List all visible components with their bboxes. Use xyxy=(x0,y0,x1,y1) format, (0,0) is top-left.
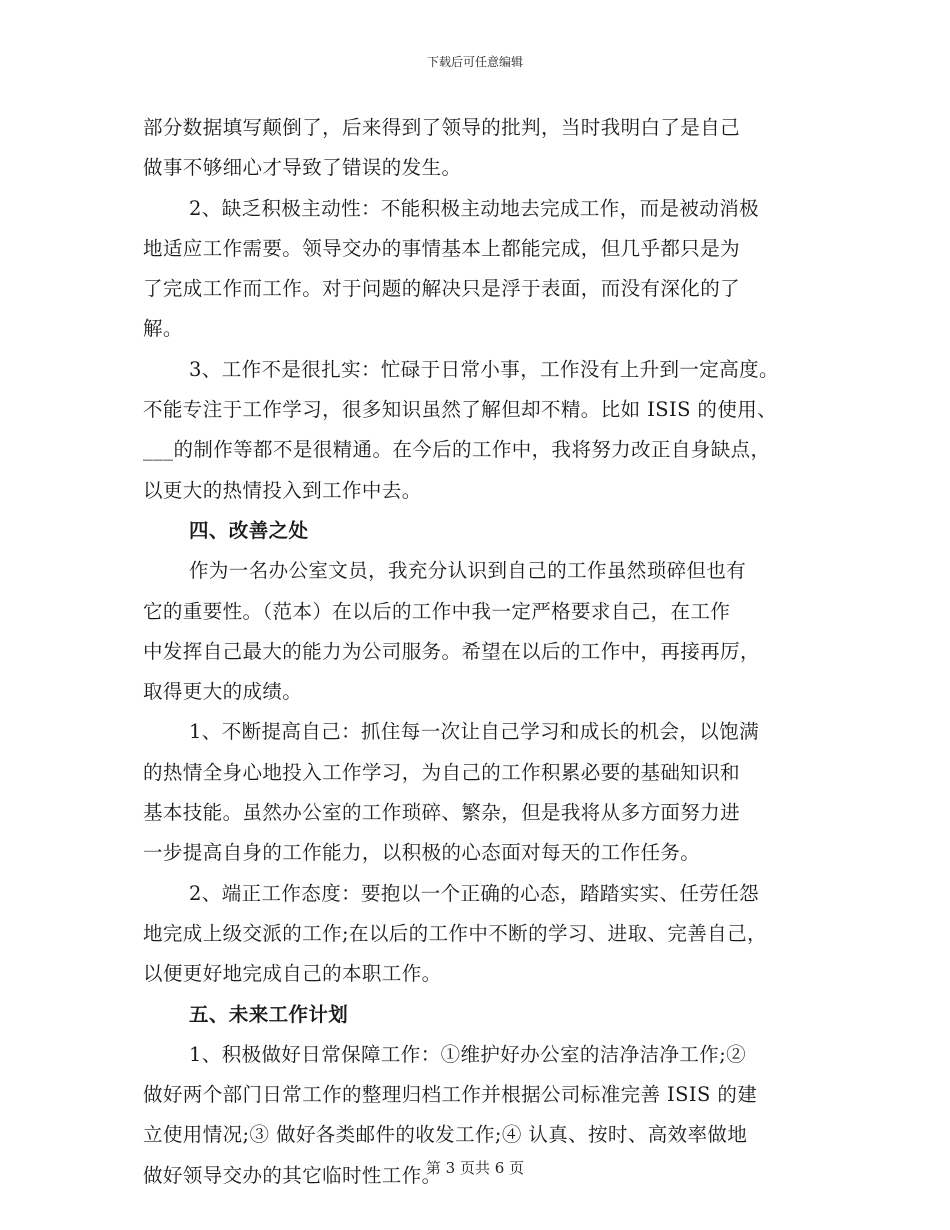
paragraph-line: 做事不够细心才导致了错误的发生。 xyxy=(143,156,462,180)
paragraph-line: 3、工作不是很扎实：忙碌于日常小事，工作没有上升到一定高度。 xyxy=(189,357,779,381)
paragraph-line: 地适应工作需要。领导交办的事情基本上都能完成，但几乎都只是为 xyxy=(143,236,741,260)
paragraph-line: 不能专注于工作学习，很多知识虽然了解但却不精。比如 ISIS 的使用、 xyxy=(143,398,778,422)
paragraph-line: 中发挥自己最大的能力为公司服务。希望在以后的工作中，再接再厉， xyxy=(143,639,760,663)
paragraph-line: 一步提高自身的工作能力，以积极的心态面对每天的工作任务。 xyxy=(143,841,701,865)
paragraph-line: 地完成上级交派的工作;在以后的工作中不断的学习、进取、完善自己， xyxy=(143,921,767,945)
paragraph-line: 了完成工作而工作。对于问题的解决只是浮于表面，而没有深化的了 xyxy=(143,277,741,301)
paragraph-line: 取得更大的成绩。 xyxy=(143,680,303,704)
paragraph-line: 做好领导交办的其它临时性工作。 xyxy=(143,1163,442,1187)
paragraph-line: 的热情全身心地投入工作学习，为自己的工作积累必要的基础知识和 xyxy=(143,760,741,784)
section-heading: 五、未来工作计划 xyxy=(189,1002,349,1026)
document-body xyxy=(143,108,833,1196)
paragraph-line: 1、不断提高自己：抓住每一次让自己学习和成长的机会，以饱满 xyxy=(189,720,760,744)
paragraph-line: 2、端正工作态度：要抱以一个正确的心态，踏踏实实、任劳任怨 xyxy=(189,881,760,905)
paragraph-line: 立使用情况;③ 做好各类邮件的收发工作;④ 认真、按时、高效率做地 xyxy=(143,1123,748,1147)
paragraph-line: 1、积极做好日常保障工作：①维护好办公室的洁净洁净工作;② xyxy=(189,1042,747,1066)
page-footer: 第 3 页共 6 页 xyxy=(425,1159,525,1177)
paragraph-line: 解。 xyxy=(143,317,183,341)
paragraph-line: 基本技能。虽然办公室的工作琐碎、繁杂，但是我将从多方面努力进 xyxy=(143,801,741,825)
page-header: 下载后可任意编辑 xyxy=(426,55,523,69)
paragraph-line: 以更大的热情投入到工作中去。 xyxy=(143,478,422,502)
paragraph-line: 它的重要性。（范本）在以后的工作中我一定严格要求自己，在工作 xyxy=(143,599,731,623)
paragraph-line: 部分数据填写颠倒了，后来得到了领导的批判，当时我明白了是自己 xyxy=(143,116,741,139)
paragraph-line: 做好两个部门日常工作的整理归档工作并根据公司标准完善 ISIS 的建 xyxy=(143,1083,758,1107)
section-heading: 四、改善之处 xyxy=(189,518,309,542)
paragraph-line: 2、缺乏积极主动性：不能积极主动地去完成工作，而是被动消极 xyxy=(189,196,760,220)
paragraph-line: 以便更好地完成自己的本职工作。 xyxy=(143,962,442,986)
paragraph-line: 作为一名办公室文员，我充分认识到自己的工作虽然琐碎但也有 xyxy=(189,559,747,583)
paragraph-line: ___的制作等都不是很精通。在今后的工作中，我将努力改正自身缺点， xyxy=(143,438,771,462)
